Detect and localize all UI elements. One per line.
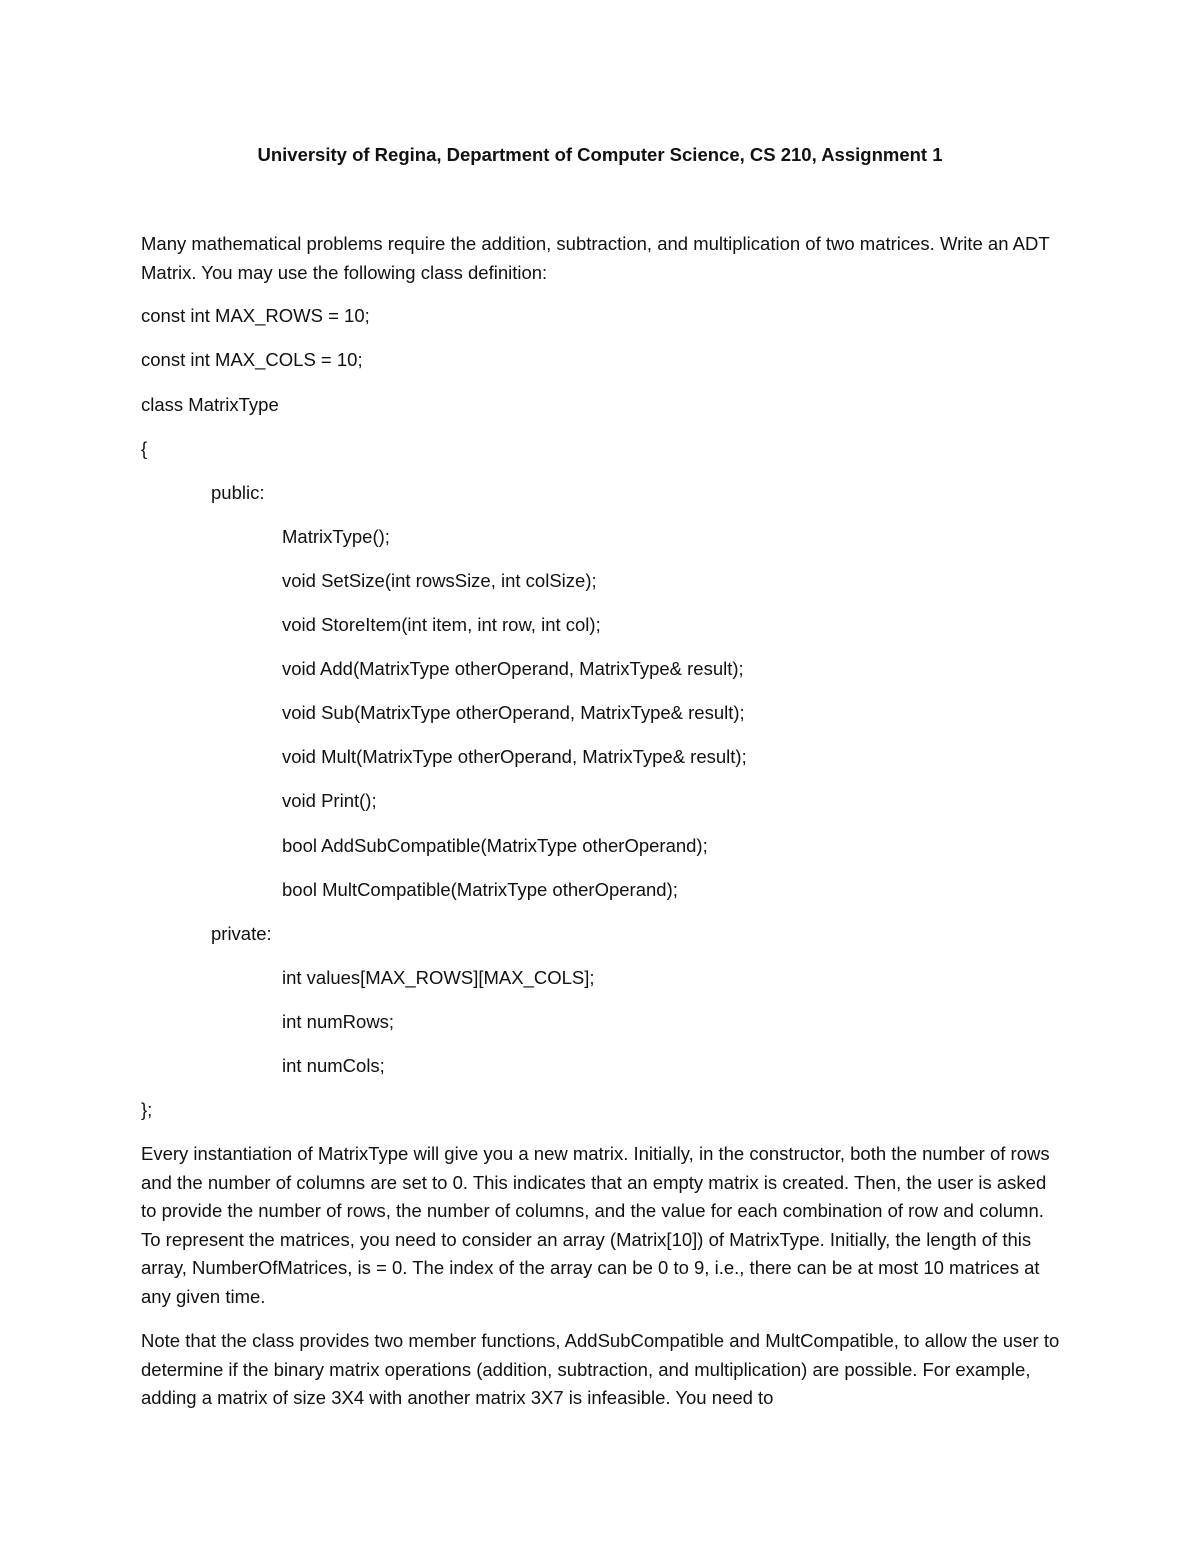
code-private-member: int values[MAX_ROWS][MAX_COLS];: [282, 967, 595, 988]
body-paragraph-instantiation: Every instantiation of MatrixType will give you a new matrix. Initially, in the constructor, both the number of rows and the number of columns are set to 0. This indicates that an empty matrix is created. Then, the user is asked to provide the number of rows, the number of columns, and the value for each combination of row and column. To represent the matrices, you need to consider an array (Matrix[10]) of MatrixType. Initially, the length of this array, NumberOfMatrices, is = 0. The index of the array can be 0 to 9, i.e., there can be at most 10 matrices at any given time.: [141, 1143, 1050, 1307]
code-private-member: int numCols;: [282, 1055, 385, 1076]
code-line-max-rows: const int MAX_ROWS = 10;: [141, 305, 370, 326]
intro-paragraph: Many mathematical problems require the addition, subtraction, and multiplication of two matrices. Write an ADT Matrix. You may use the following class definition:: [141, 233, 1050, 283]
document-title: University of Regina, Department of Computer Science, CS 210, Assignment 1: [257, 144, 943, 165]
code-line-close-brace: };: [141, 1099, 153, 1120]
code-line-open-brace: {: [141, 438, 148, 459]
code-private-label: private:: [211, 923, 272, 944]
code-public-member: void Add(MatrixType otherOperand, MatrixType& result);: [282, 658, 744, 679]
code-public-member: void Mult(MatrixType otherOperand, MatrixType& result);: [282, 746, 747, 767]
body-paragraph-compatibility: Note that the class provides two member functions, AddSubCompatible and MultCompatible, to allow the user to determine if the binary matrix operations (addition, subtraction, and multiplication) are possible. For example, adding a matrix of size 3X4 with another matrix 3X7 is infeasible. You need to: [141, 1330, 1060, 1408]
code-line-max-cols: const int MAX_COLS = 10;: [141, 349, 363, 370]
code-private-member: int numRows;: [282, 1011, 395, 1032]
code-public-member: void StoreItem(int item, int row, int col);: [282, 614, 601, 635]
code-public-member: void SetSize(int rowsSize, int colSize);: [282, 570, 597, 591]
code-public-member: void Sub(MatrixType otherOperand, MatrixType& result);: [282, 702, 745, 723]
code-public-member: MatrixType();: [282, 526, 390, 547]
code-public-member: bool AddSubCompatible(MatrixType otherOperand);: [282, 835, 708, 856]
code-public-member: void Print();: [282, 790, 377, 811]
code-line-class-decl: class MatrixType: [141, 394, 279, 415]
code-public-member: bool MultCompatible(MatrixType otherOperand);: [282, 879, 678, 900]
code-public-label: public:: [211, 482, 265, 503]
